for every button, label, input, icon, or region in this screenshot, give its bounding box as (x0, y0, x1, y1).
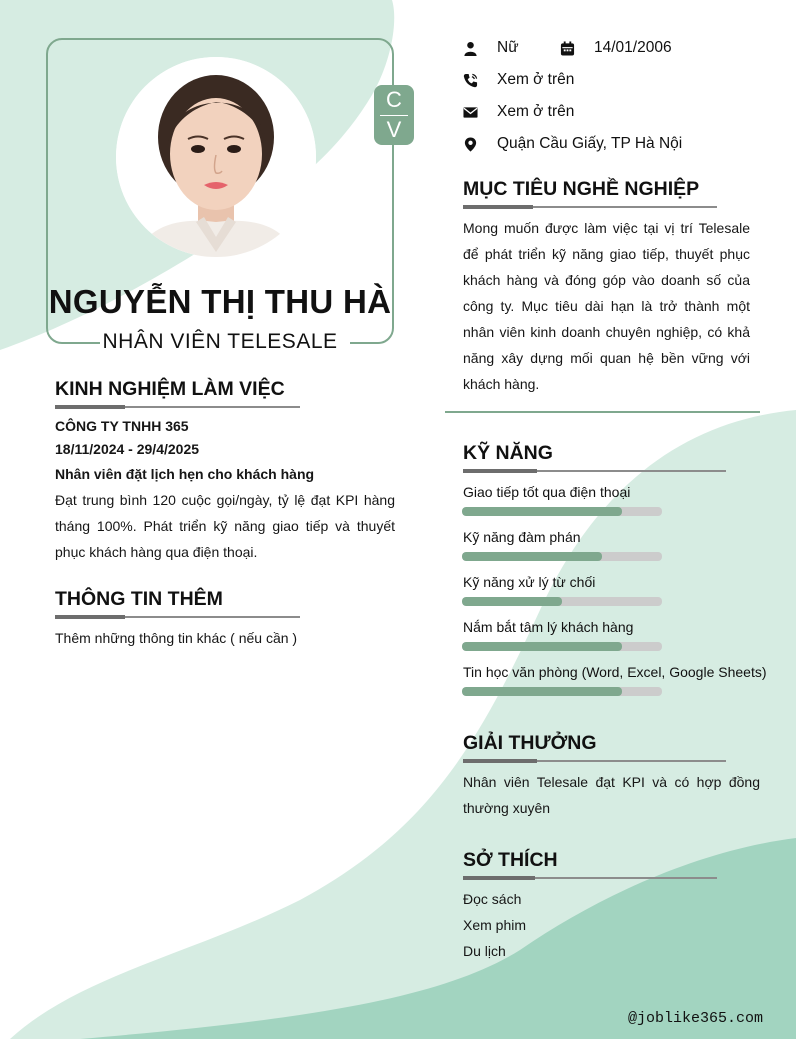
email-row (463, 101, 574, 123)
cv-badge-top: C (386, 87, 402, 112)
skill-bar-fill (462, 552, 602, 561)
job-title: NHÂN VIÊN TELESALE (102, 330, 338, 353)
avatar-photo (116, 57, 316, 257)
calendar-icon (560, 37, 584, 59)
skill-label: Giao tiếp tốt qua điện thoại (463, 484, 631, 500)
email-value: Xem ở trên (497, 103, 575, 120)
skill-bar (462, 507, 662, 516)
cv-badge (374, 85, 414, 145)
skill-label: Kỹ năng đàm phán (463, 529, 581, 545)
hobby-item: Đọc sách (463, 891, 522, 907)
phone-value: Xem ở trên (497, 71, 575, 88)
experience-role: Nhân viên đặt lịch hẹn cho khách hàng (55, 466, 315, 482)
objective-heading: MỤC TIÊU NGHỀ NGHIỆP (463, 178, 700, 200)
birthdate-row (560, 37, 672, 59)
objective-text: Mong muốn được làm việc tại vị trí Telesale để phát triển kỹ năng giao tiếp, thuyết phục khách hàng và đóng góp vào doanh số của công ty. Mục tiêu dài hạn là trở thành một nhân viên kinh doanh chuyên nghiệp, có khả năng xây dựng mối quan hệ bền vững với khách hàng. (463, 220, 750, 392)
gender-value: Nữ (497, 39, 519, 56)
cv-badge-bottom: V (386, 117, 402, 142)
skill-bar-fill (462, 507, 622, 516)
awards-heading-rule (463, 760, 726, 762)
user-icon (463, 37, 487, 59)
experience-heading-rule (55, 406, 300, 408)
awards-heading: GIẢI THƯỞNG (463, 732, 597, 754)
location-icon (463, 133, 487, 155)
avatar (116, 57, 316, 257)
extra-info-text: Thêm những thông tin khác ( nếu cần ) (55, 630, 298, 646)
address-value: Quận Cầu Giấy, TP Hà Nội (497, 135, 683, 152)
hobbies-heading: SỞ THÍCH (463, 849, 558, 871)
hobbies-heading-rule (463, 877, 717, 879)
extra-info-heading-rule (55, 616, 300, 618)
footer-site: @joblike365.com (628, 1010, 764, 1027)
experience-heading: KINH NGHIỆM LÀM VIỆC (55, 378, 285, 400)
full-name: NGUYỄN THỊ THU HÀ (48, 283, 392, 320)
extra-info-heading: THÔNG TIN THÊM (55, 588, 223, 610)
skill-label: Kỹ năng xử lý từ chối (463, 574, 596, 590)
hobby-item: Du lịch (463, 943, 506, 959)
hobby-item: Xem phim (463, 917, 527, 933)
skill-bar (462, 552, 662, 561)
skill-bar-fill (462, 687, 622, 696)
right-column-divider (445, 411, 760, 413)
skill-label: Nắm bắt tâm lý khách hàng (463, 619, 634, 635)
skill-bar (462, 642, 662, 651)
phone-row (463, 69, 574, 91)
experience-company: CÔNG TY TNHH 365 (55, 418, 189, 434)
experience-period: 18/11/2024 - 29/4/2025 (55, 441, 200, 457)
objective-heading-rule (463, 206, 717, 208)
skills-heading: KỸ NĂNG (463, 442, 553, 464)
phone-icon (463, 69, 487, 91)
skill-bar (462, 687, 662, 696)
skill-bar (462, 597, 662, 606)
skills-heading-rule (463, 470, 726, 472)
experience-description: Đạt trung bình 120 cuộc gọi/ngày, tỷ lệ đạt KPI hàng tháng 100%. Phát triển kỹ năng giao tiếp và thuyết phục khách hàng qua điện thoại. (55, 492, 395, 560)
awards-text: Nhân viên Telesale đạt KPI và có hợp đồng thường xuyên (463, 774, 760, 816)
skill-label: Tin học văn phòng (Word, Excel, Google Sheets) (463, 664, 767, 680)
skill-bar-fill (462, 642, 622, 651)
birthdate-value: 14/01/2006 (594, 39, 672, 56)
gender-row (463, 37, 519, 59)
skill-bar-fill (462, 597, 562, 606)
address-row (463, 133, 682, 155)
email-icon (463, 101, 487, 123)
